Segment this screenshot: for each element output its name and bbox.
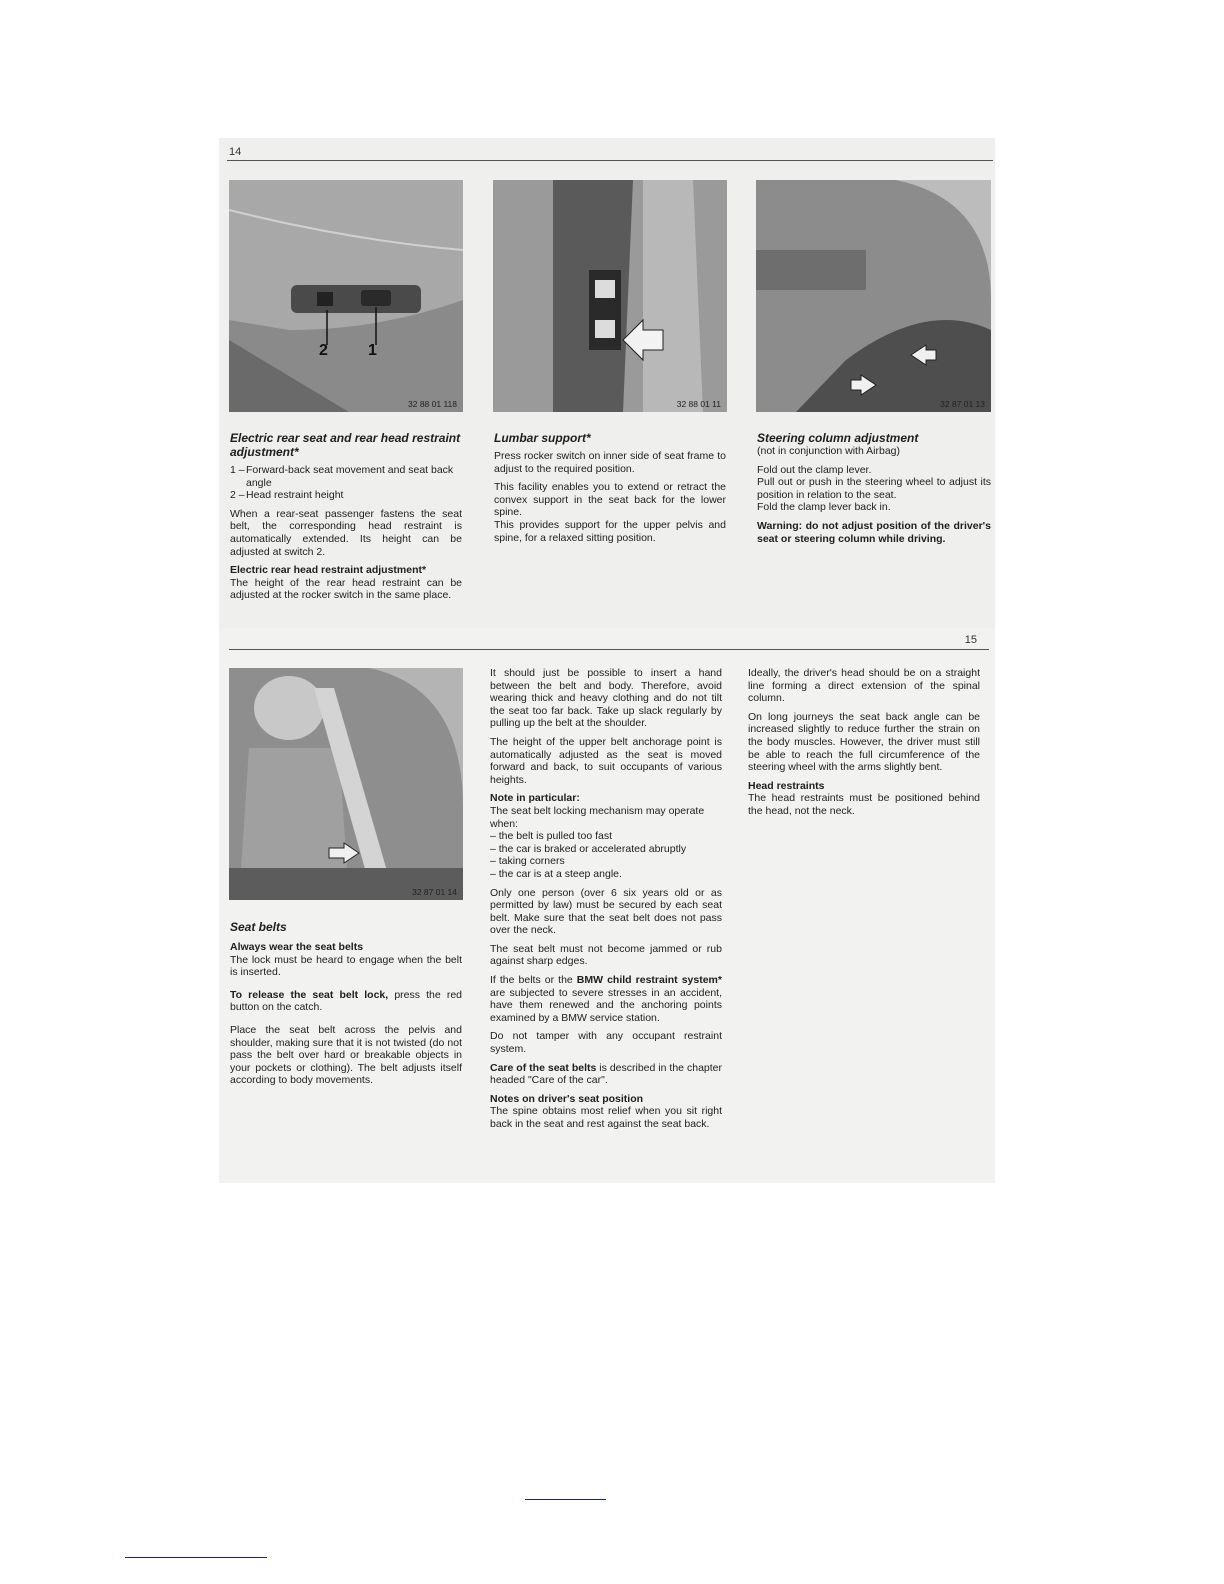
text-column-3 (757, 431, 991, 551)
photo-code: 32 88 01 118 (408, 399, 457, 409)
section-heading: Seat belts (230, 920, 287, 934)
list-item: 2 – Head restraint height (230, 489, 344, 502)
paragraph: The height of the upper belt anchorage point is automatically adjusted as the seat is moved forward and back, to suit occupants of various heights. (490, 735, 722, 786)
paragraph: The spine obtains most relief when you sit right back in the seat and rest against the seat back. (490, 1105, 722, 1130)
subheading: Note in particular: (490, 792, 580, 805)
text-column-3 (748, 667, 980, 824)
callout-2: 2 (319, 342, 328, 359)
paragraph: Fold the clamp lever back in. (757, 501, 891, 514)
photo-code: 32 87 01 13 (940, 399, 985, 409)
paragraph: This provides support for the upper pelvis and spine, for a relaxed sitting position. (494, 518, 726, 544)
photo-code: 32 88 01 11 (676, 399, 721, 409)
text-column-2 (494, 431, 726, 550)
steering-column-photo (756, 180, 991, 412)
rear-seat-switch-photo (229, 180, 463, 412)
paragraph: The lock must be heard to engage when the belt is inserted. (230, 953, 462, 979)
paragraph: When a rear-seat passenger fastens the seat belt, the corresponding head restraint is automatically extended. Its height can be adjusted at switch 2. (230, 507, 462, 558)
page-number: 15 (964, 634, 977, 646)
paragraph: Only one person (over 6 six years old or as permitted by law) must be secured by each seat belt. Make sure that the seat belt does not pass over the neck. (490, 886, 722, 937)
paragraph: Do not tamper with any occupant restraint system. (490, 1030, 722, 1056)
list-item: – the car is braked or accelerated abruptly (490, 842, 687, 855)
subheading: Head restraints (748, 779, 825, 792)
text-column-2 (490, 667, 722, 1137)
page-number: 14 (229, 146, 242, 158)
warning-text: Warning: do not adjust position of the driver's seat or steering column while driving. (757, 519, 991, 545)
subheading: Electric rear head restraint adjustment* (230, 564, 427, 577)
paragraph: Fold out the clamp lever. (757, 463, 872, 476)
list-item: – taking corners (490, 855, 565, 868)
paragraph: The height of the rear head restraint can be adjusted at the rocker switch in the same place. (230, 576, 462, 602)
paragraph: It should just be possible to insert a hand between the belt and body. Therefore, avoid wearing thick and heavy clothing and do not tilt the seat too far back. Take up slack regularly by pulling up the belt at the shoulder. (490, 667, 722, 730)
manual-page-14 (219, 138, 995, 628)
subheading: Notes on driver's seat position (490, 1092, 644, 1105)
paragraph: The seat belt must not become jammed or rub against sharp edges. (490, 942, 722, 968)
paragraph: Ideally, the driver's head should be on a straight line forming a direct extension of the spinal column. (748, 667, 980, 705)
subheading: (not in conjunction with Airbag) (757, 445, 900, 457)
note-list (490, 830, 722, 880)
paragraph: Press rocker switch on inner side of seat frame to adjust to the required position. (494, 450, 726, 475)
paragraph: To release the seat belt lock, press the red button on the catch. (230, 988, 463, 1014)
photo-code: 32 87 01 14 (412, 887, 457, 897)
section-heading: Steering column adjustment (757, 431, 919, 445)
section-heading: Electric rear seat and rear head restraint adjustment* (230, 431, 461, 459)
paragraph: This facility enables you to extend or retract the convex support in the seat back for the lower spine. (494, 481, 726, 519)
callout-1: 1 (368, 342, 377, 359)
manual-page-15 (219, 628, 995, 1183)
list-item: – the belt is pulled too fast (490, 830, 612, 843)
link-underline[interactable] (525, 1499, 606, 1500)
lumbar-support-photo (493, 180, 727, 412)
seat-belt-photo (229, 668, 463, 900)
text-column-1 (230, 431, 462, 608)
header-rule (229, 649, 989, 650)
paragraph: Care of the seat belts is described in the chapter headed "Care of the car". (490, 1061, 722, 1087)
section-heading: Lumbar support* (494, 431, 591, 445)
link-underline[interactable] (125, 1557, 267, 1558)
paragraph: On long journeys the seat back angle can be increased slightly to reduce further the strain on the body muscles. However, the driver must still be able to reach the full circumference of the steering wheel with the arms slightly bent. (748, 710, 980, 774)
subheading: Always wear the seat belts (230, 941, 364, 953)
list-item: 1 – Forward-back seat movement and seat back angle (230, 464, 454, 489)
paragraph: If the belts or the BMW child restraint system* are subjected to severe stresses in an accident, have them renewed and the anchoring points examined by a BMW service station. (490, 974, 722, 1024)
paragraph: Pull out or push in the steering wheel to adjust its position in relation to the seat. (757, 476, 991, 501)
header-rule (227, 160, 993, 161)
paragraph: The seat belt locking mechanism may operate when: (490, 804, 705, 830)
text-column-1 (230, 920, 462, 1093)
paragraph: The head restraints must be positioned behind the head, not the neck. (748, 792, 980, 817)
list-item: – the car is at a steep angle. (490, 867, 622, 880)
paragraph: Place the seat belt across the pelvis and shoulder, making sure that it is not twisted (do not pass the belt over hard or breakable objects in your pockets or clothing). The belt adjusts itself according to body movements. (230, 1023, 462, 1087)
